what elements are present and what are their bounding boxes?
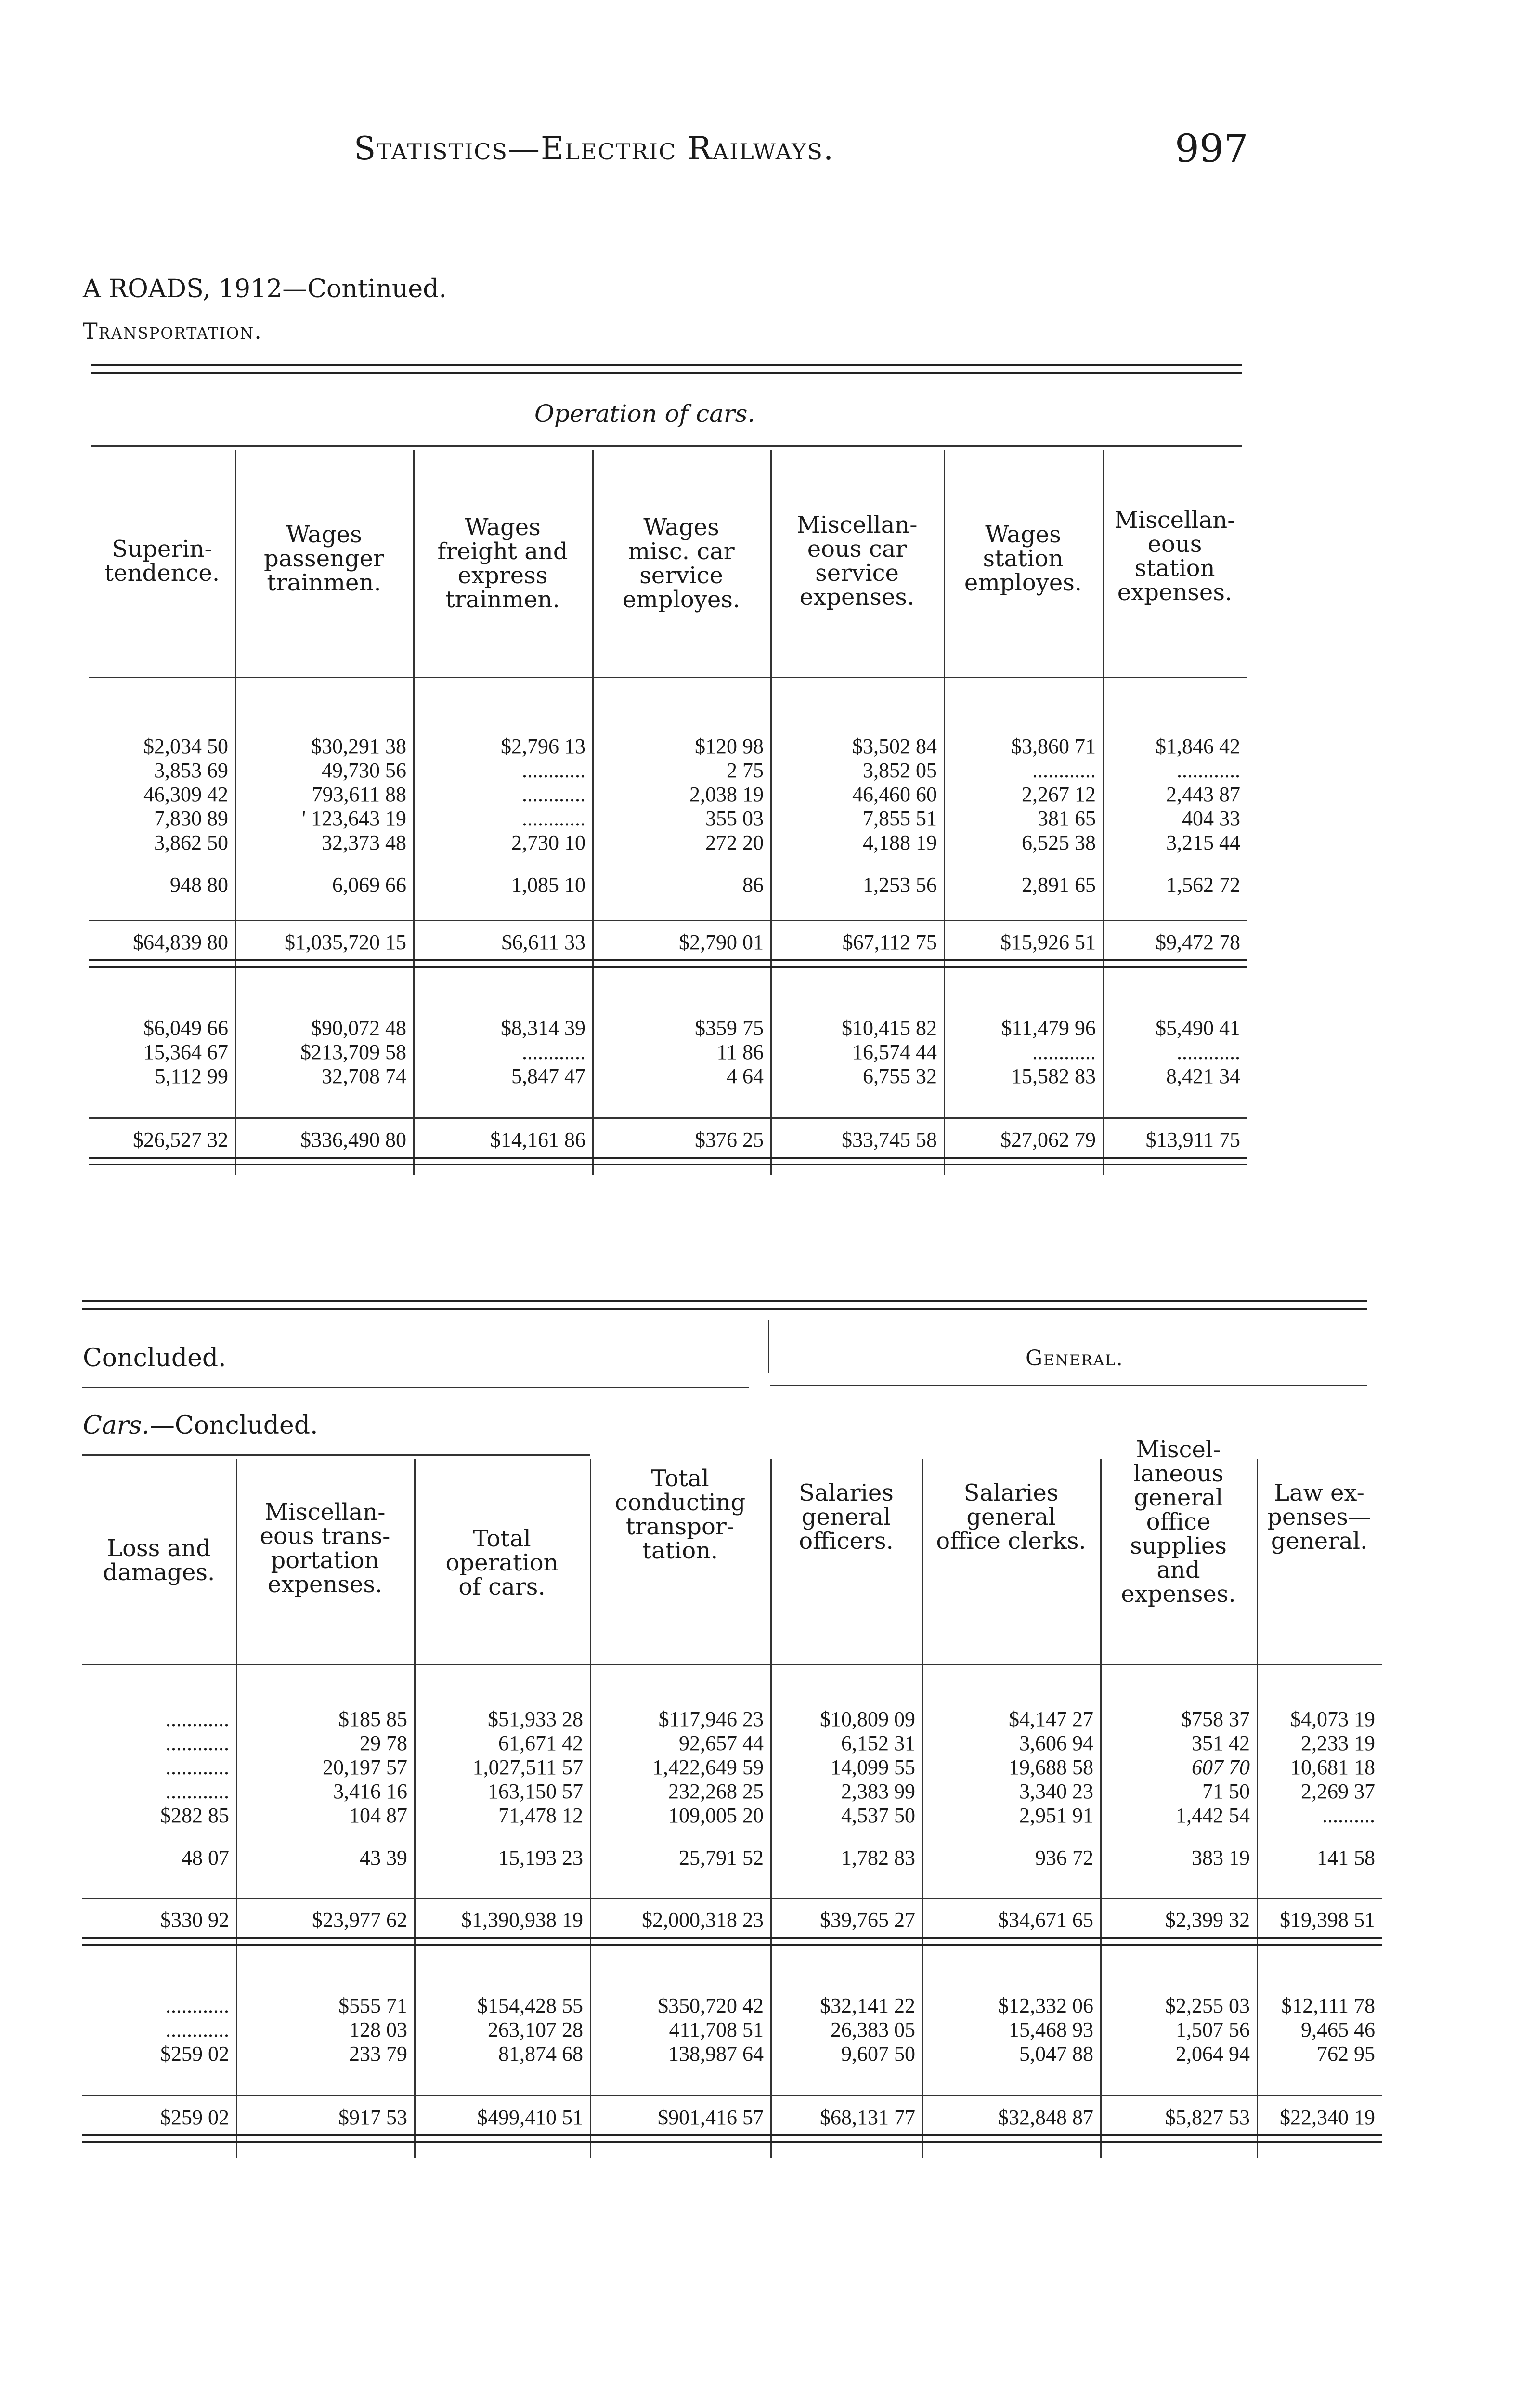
data-column-block <box>922 1707 1093 1870</box>
total-cell: $64,839 80 <box>133 930 228 954</box>
table-cell: 32,373 48 <box>322 831 406 854</box>
table-cell: ............ <box>166 2018 229 2042</box>
column-heading-line: Superin- <box>112 536 212 563</box>
column-heading <box>1103 508 1247 604</box>
table-cell: 2,269 37 <box>1301 1780 1375 1803</box>
table-cell: ............ <box>1177 1040 1240 1064</box>
column-heading-line: general <box>966 1504 1056 1531</box>
table-cell: ............ <box>522 1040 585 1064</box>
table-cell: $350,720 42 <box>658 1994 764 2017</box>
table-cell: ............ <box>166 1780 229 1803</box>
top-double-rule-a <box>91 364 1242 366</box>
bottom-caption: Concluded. <box>83 1344 226 1373</box>
table-cell: 793,611 88 <box>312 783 406 806</box>
table-cell: 2 75 <box>727 759 764 782</box>
column-heading <box>1257 1481 1382 1553</box>
total-cell: $33,745 58 <box>842 1128 937 1152</box>
table-cell: 128 03 <box>349 2018 407 2042</box>
table-cell: 92,657 44 <box>679 1731 764 1755</box>
table-cell: 404 33 <box>1182 807 1240 830</box>
data-column-block <box>1257 1707 1375 1870</box>
column-heading-line: freight and <box>437 538 568 565</box>
table-cell: ............ <box>1032 759 1096 782</box>
subtotal-rule <box>82 2095 1382 2096</box>
table-cell: 20,197 57 <box>323 1755 407 1779</box>
table-cell: 4 64 <box>727 1064 764 1088</box>
total-cell: $901,416 57 <box>658 2106 764 2129</box>
data-column-block <box>82 1994 229 2066</box>
data-column-block <box>1103 1016 1240 1088</box>
table-cell: $11,479 96 <box>1001 1016 1096 1040</box>
table-cell: 49,730 56 <box>322 759 406 782</box>
column-heading-line: office clerks. <box>936 1528 1086 1555</box>
data-column-block <box>1100 1707 1250 1870</box>
table-cell: ............ <box>1177 759 1240 782</box>
column-heading-line: laneous <box>1133 1460 1224 1487</box>
table-cell: $90,072 48 <box>311 1016 406 1040</box>
data-column-block <box>89 1016 228 1088</box>
column-heading-line: trainmen. <box>445 586 560 613</box>
column-heading-line: Wages <box>465 514 541 541</box>
cars-title: Cars. <box>83 1411 150 1440</box>
column-heading-line: office <box>1146 1508 1211 1535</box>
column-heading-line: station <box>1134 555 1215 582</box>
table-cell: $2,255 03 <box>1165 1994 1250 2017</box>
column-heading-line: eous car <box>807 536 907 563</box>
data-column-block <box>590 1994 764 2066</box>
table-cell: $10,415 82 <box>842 1016 937 1040</box>
total-cell: $5,827 53 <box>1165 2106 1250 2129</box>
table-cell: $30,291 38 <box>311 734 406 758</box>
total-cell: $19,398 51 <box>1280 1908 1375 1932</box>
column-heading-line: eous <box>1147 531 1202 558</box>
table-cell: 3,416 16 <box>333 1780 407 1803</box>
total-cell: $330 92 <box>160 1908 229 1932</box>
top-double-rule-b <box>91 372 1242 374</box>
table-cell: $259 02 <box>160 2042 229 2066</box>
table-cell: 71,478 12 <box>498 1804 583 1827</box>
table-cell: 1,422,649 59 <box>652 1755 764 1779</box>
total-double-rule-a <box>82 1937 1382 1939</box>
total-cell: $917 53 <box>338 2106 407 2129</box>
table-cell: 1,442 54 <box>1176 1804 1250 1827</box>
table-cell: 7,855 51 <box>863 807 937 830</box>
total-cell: $13,911 75 <box>1145 1128 1240 1152</box>
data-column-block <box>1100 1994 1250 2066</box>
table-cell: $3,860 71 <box>1011 734 1096 758</box>
data-column-block <box>82 1707 229 1870</box>
total-double-rule-b <box>89 966 1247 968</box>
total-cell: $259 02 <box>160 2106 229 2129</box>
total-cell: $15,926 51 <box>1000 930 1096 954</box>
column-heading-line: general <box>1133 1484 1223 1511</box>
table-cell: 11 86 <box>716 1040 764 1064</box>
table-cell: $555 71 <box>338 1994 407 2017</box>
data-column-block <box>944 734 1096 897</box>
column-heading-line: eous trans- <box>260 1523 390 1550</box>
table-cell: 19,688 58 <box>1009 1755 1093 1779</box>
table-cell: ............ <box>522 759 585 782</box>
column-heading-line: transpor- <box>625 1513 735 1540</box>
table-cell: 272 20 <box>705 831 764 854</box>
column-heading <box>592 515 770 612</box>
table-cell: $32,141 22 <box>820 1994 915 2017</box>
general-underline <box>770 1385 1367 1386</box>
table-cell: 381 65 <box>1038 807 1096 830</box>
column-heading <box>1100 1438 1257 1606</box>
table-cell: 81,874 68 <box>498 2042 583 2066</box>
page-running-title: Statistics—Electric Railways. <box>354 130 835 167</box>
column-heading-line: tation. <box>642 1537 718 1564</box>
table-cell: 2,891 65 <box>1022 873 1096 897</box>
data-column-block <box>236 1994 407 2066</box>
table-cell: $5,490 41 <box>1156 1016 1240 1040</box>
table-cell: $3,502 84 <box>852 734 937 758</box>
column-heading-line: penses— <box>1267 1504 1371 1531</box>
section-title-general: General. <box>1026 1346 1124 1371</box>
table-cell: 14,099 55 <box>831 1755 915 1779</box>
total-cell: $6,611 33 <box>501 930 585 954</box>
column-header-rule <box>82 1664 1382 1665</box>
column-heading-line: Wages <box>286 521 362 548</box>
group-title-operation-of-cars: Operation of cars. <box>534 400 755 428</box>
column-heading <box>590 1466 770 1563</box>
bottom-double-rule-b <box>82 1308 1367 1310</box>
total-cell: $376 25 <box>695 1128 764 1152</box>
column-heading-line: expenses. <box>1117 579 1233 606</box>
total-double-rule-b <box>82 1944 1382 1946</box>
total-cell: $32,848 87 <box>998 2106 1093 2129</box>
page-number: 997 <box>1175 126 1248 171</box>
data-column-block <box>235 1016 406 1088</box>
total-cell: $26,527 32 <box>133 1128 228 1152</box>
table-cell: .......... <box>1322 1804 1375 1827</box>
table-cell: 4,537 50 <box>841 1804 915 1827</box>
column-heading-line: misc. car <box>628 538 735 565</box>
column-heading-line: operation <box>445 1549 559 1576</box>
column-heading-line: expenses. <box>1121 1581 1236 1608</box>
table-cell: 2,267 12 <box>1022 783 1096 806</box>
table-cell: $4,073 19 <box>1290 1707 1375 1731</box>
table-cell: 2,233 19 <box>1301 1731 1375 1755</box>
table-cell: 1,507 56 <box>1176 2018 1250 2042</box>
table-cell: $213,709 58 <box>300 1040 406 1064</box>
data-column-block <box>770 1016 937 1088</box>
column-heading-line: passenger <box>263 545 384 572</box>
table-cell: 15,364 67 <box>143 1040 228 1064</box>
table-cell: $12,111 78 <box>1281 1994 1375 2017</box>
table-cell: 2,951 91 <box>1019 1804 1093 1827</box>
total-cell: $499,410 51 <box>477 2106 583 2129</box>
table-cell: 71 50 <box>1202 1780 1250 1803</box>
table-cell: $12,332 06 <box>998 1994 1093 2017</box>
cars-underline <box>82 1454 590 1456</box>
data-column-block <box>413 1016 585 1088</box>
column-heading-line: Salaries <box>963 1479 1059 1506</box>
table-cell: $758 37 <box>1181 1707 1250 1731</box>
table-cell: 3,853 69 <box>154 759 228 782</box>
table-cell: 936 72 <box>1035 1846 1093 1870</box>
table-cell: 2,038 19 <box>689 783 764 806</box>
table-cell: $359 75 <box>695 1016 764 1040</box>
table-cell: ............ <box>522 807 585 830</box>
column-heading <box>922 1481 1100 1553</box>
subtotal-rule <box>82 1898 1382 1899</box>
table-caption: A ROADS, 1912—Continued. <box>83 275 447 303</box>
table-cell: $4,147 27 <box>1009 1707 1093 1731</box>
column-heading-line: expenses. <box>799 584 915 611</box>
data-column-block <box>592 1016 764 1088</box>
column-heading-line: express <box>457 562 548 589</box>
table-cell: 2,443 87 <box>1166 783 1240 806</box>
table-cell: 6,152 31 <box>841 1731 915 1755</box>
table-cell: 233 79 <box>349 2042 407 2066</box>
table-cell: $154,428 55 <box>477 1994 583 2017</box>
total-cell: $9,472 78 <box>1156 930 1240 954</box>
table-cell: $185 85 <box>338 1707 407 1731</box>
table-cell: 29 78 <box>360 1731 407 1755</box>
data-column-block <box>414 1707 583 1870</box>
column-heading-line: tendence. <box>104 560 220 587</box>
table-cell: 5,112 99 <box>155 1064 228 1088</box>
total-cell: $2,399 32 <box>1165 1908 1250 1932</box>
column-heading-line: portation <box>271 1547 379 1574</box>
column-heading-line: of cars. <box>458 1573 546 1600</box>
table-cell: 1,027,511 57 <box>472 1755 583 1779</box>
subtotal-rule <box>89 1117 1247 1119</box>
table-cell: 3,606 94 <box>1019 1731 1093 1755</box>
table-cell: 607 70 <box>1192 1755 1250 1779</box>
column-heading-line: Miscellan- <box>796 511 918 538</box>
table-cell: ............ <box>1032 1040 1096 1064</box>
column-heading-line: Miscellan- <box>264 1499 386 1526</box>
table-cell: $51,933 28 <box>488 1707 583 1731</box>
total-cell: $2,790 01 <box>679 930 764 954</box>
table-cell: 16,574 44 <box>852 1040 937 1064</box>
total-cell: $1,035,720 15 <box>285 930 406 954</box>
end-double-rule-a <box>89 1157 1247 1159</box>
column-heading-line: general. <box>1271 1528 1368 1555</box>
column-heading-line: damages. <box>103 1559 215 1586</box>
table-cell: 43 39 <box>360 1846 407 1870</box>
table-cell: $2,034 50 <box>143 734 228 758</box>
table-cell: ............ <box>166 1707 229 1731</box>
table-cell: 15,193 23 <box>498 1846 583 1870</box>
data-column-block <box>922 1994 1093 2066</box>
table-cell: ............ <box>166 1731 229 1755</box>
table-cell: 104 87 <box>349 1804 407 1827</box>
table-cell: 232,268 25 <box>668 1780 764 1803</box>
data-column-block <box>1257 1994 1375 2066</box>
table-cell: 1,562 72 <box>1166 873 1240 897</box>
end-double-rule-a <box>82 2134 1382 2136</box>
table-cell: 138,987 64 <box>668 2042 764 2066</box>
table-cell: 2,730 10 <box>511 831 585 854</box>
table-cell: 3,852 05 <box>863 759 937 782</box>
column-heading <box>770 1481 922 1553</box>
section-title-transportation: Transportation. <box>83 318 262 344</box>
table-cell: 46,460 60 <box>852 783 937 806</box>
table-cell: 6,755 32 <box>863 1064 937 1088</box>
table-cell: 5,047 88 <box>1019 2042 1093 2066</box>
table-cell: 263,107 28 <box>488 2018 583 2042</box>
table-cell: 9,607 50 <box>841 2042 915 2066</box>
cars-title-suffix: —Concluded. <box>149 1411 318 1440</box>
column-heading-line: Law ex- <box>1274 1479 1364 1506</box>
total-cell: $39,765 27 <box>820 1908 915 1932</box>
table-cell: 2,064 94 <box>1176 2042 1250 2066</box>
column-heading-line: Miscel- <box>1136 1436 1221 1463</box>
table-cell: 4,188 19 <box>863 831 937 854</box>
column-heading <box>82 1536 236 1584</box>
total-cell: $22,340 19 <box>1280 2106 1375 2129</box>
data-column-block <box>592 734 764 897</box>
table-cell: 10,681 18 <box>1290 1755 1375 1779</box>
table-cell: 3,862 50 <box>154 831 228 854</box>
column-heading-line: supplies <box>1130 1532 1227 1559</box>
total-cell: $34,671 65 <box>998 1908 1093 1932</box>
table-cell: 383 19 <box>1192 1846 1250 1870</box>
subtotal-rule <box>89 920 1247 921</box>
column-heading-line: employes. <box>964 569 1082 596</box>
column-heading-line: Total <box>651 1465 709 1492</box>
table-cell: $1,846 42 <box>1156 734 1240 758</box>
total-cell: $67,112 75 <box>842 930 937 954</box>
table-cell: 2,383 99 <box>841 1780 915 1803</box>
table-cell: $8,314 39 <box>501 1016 585 1040</box>
table-cell: 86 <box>742 873 764 897</box>
column-heading <box>414 1527 590 1599</box>
column-heading-line: expenses. <box>267 1571 383 1598</box>
column-heading-line: Wages <box>985 521 1061 548</box>
table-cell: 1,782 83 <box>841 1846 915 1870</box>
column-heading-line: service <box>815 560 899 587</box>
column-heading-line: Loss and <box>107 1535 211 1562</box>
table-cell: 15,582 83 <box>1011 1064 1096 1088</box>
column-heading <box>944 523 1103 595</box>
total-cell: $68,131 77 <box>820 2106 915 2129</box>
table-cell: 6,525 38 <box>1022 831 1096 854</box>
table-cell: 1,253 56 <box>863 873 937 897</box>
concluded-underline <box>82 1387 749 1388</box>
column-heading <box>413 515 592 612</box>
table-cell: 5,847 47 <box>511 1064 585 1088</box>
top-header-rule <box>91 445 1242 447</box>
column-heading-line: employes. <box>622 586 741 613</box>
total-cell: $27,062 79 <box>1000 1128 1096 1152</box>
table-cell: $117,946 23 <box>658 1707 764 1731</box>
table-cell: 141 58 <box>1317 1846 1375 1870</box>
data-column-block <box>944 1016 1096 1088</box>
column-heading-line: conducting <box>614 1489 746 1516</box>
table-cell: 8,421 34 <box>1166 1064 1240 1088</box>
data-column-block <box>770 734 937 897</box>
table-cell: 7,830 89 <box>154 807 228 830</box>
data-column-block <box>414 1994 583 2066</box>
data-column-block <box>590 1707 764 1870</box>
column-heading-line: service <box>639 562 723 589</box>
column-heading-line: and <box>1156 1557 1200 1584</box>
total-cell: $2,000,318 23 <box>642 1908 764 1932</box>
column-heading-line: Total <box>473 1525 531 1552</box>
table-cell: 411,708 51 <box>669 2018 764 2042</box>
table-cell: 3,340 23 <box>1019 1780 1093 1803</box>
table-cell: 948 80 <box>170 873 228 897</box>
total-double-rule-a <box>89 959 1247 961</box>
data-column-block <box>1103 734 1240 897</box>
cars-concluded-title <box>83 1411 318 1440</box>
end-double-rule-b <box>82 2141 1382 2143</box>
column-heading-line: trainmen. <box>267 569 381 596</box>
table-cell: 355 03 <box>705 807 764 830</box>
table-cell: ' 123,643 19 <box>302 807 406 830</box>
column-heading <box>770 513 944 609</box>
table-cell: 46,309 42 <box>143 783 228 806</box>
table-cell: 48 07 <box>182 1846 229 1870</box>
column-heading <box>89 537 235 585</box>
bottom-double-rule-a <box>82 1300 1367 1302</box>
table-cell: $282 85 <box>160 1804 229 1827</box>
table-cell: $10,809 09 <box>820 1707 915 1731</box>
column-heading <box>235 523 413 595</box>
table-cell: 109,005 20 <box>668 1804 764 1827</box>
column-heading-line: officers. <box>799 1528 894 1555</box>
table-cell: 61,671 42 <box>498 1731 583 1755</box>
total-cell: $336,490 80 <box>300 1128 406 1152</box>
table-cell: $2,796 13 <box>501 734 585 758</box>
table-cell: 351 42 <box>1192 1731 1250 1755</box>
column-heading-line: Miscellan- <box>1114 507 1235 534</box>
table-cell: 3,215 44 <box>1166 831 1240 854</box>
table-cell: 163,150 57 <box>488 1780 583 1803</box>
column-heading-line: station <box>983 545 1064 572</box>
end-double-rule-b <box>89 1164 1247 1165</box>
column-heading-line: Wages <box>643 514 719 541</box>
table-cell: 25,791 52 <box>679 1846 764 1870</box>
table-cell: 32,708 74 <box>322 1064 406 1088</box>
table-cell: ............ <box>166 1755 229 1779</box>
table-cell: 9,465 46 <box>1301 2018 1375 2042</box>
data-column-block <box>89 734 228 897</box>
general-divider <box>768 1320 769 1373</box>
data-column-block <box>770 1994 915 2066</box>
table-cell: 15,468 93 <box>1009 2018 1093 2042</box>
table-cell: $120 98 <box>695 734 764 758</box>
column-header-rule <box>89 677 1247 678</box>
data-column-block <box>770 1707 915 1870</box>
data-column-block <box>413 734 585 897</box>
column-heading-line: general <box>801 1504 891 1531</box>
table-cell: 762 95 <box>1317 2042 1375 2066</box>
column-heading <box>236 1500 414 1597</box>
column-heading-line: Salaries <box>799 1479 894 1506</box>
table-cell: ............ <box>522 783 585 806</box>
table-cell: $6,049 66 <box>143 1016 228 1040</box>
table-cell: 26,383 05 <box>831 2018 915 2042</box>
data-column-block <box>236 1707 407 1870</box>
total-cell: $14,161 86 <box>490 1128 585 1152</box>
table-cell: ............ <box>166 1994 229 2017</box>
table-cell: 6,069 66 <box>332 873 406 897</box>
total-cell: $1,390,938 19 <box>461 1908 583 1932</box>
table-cell: 1,085 10 <box>511 873 585 897</box>
data-column-block <box>235 734 406 897</box>
total-cell: $23,977 62 <box>312 1908 407 1932</box>
